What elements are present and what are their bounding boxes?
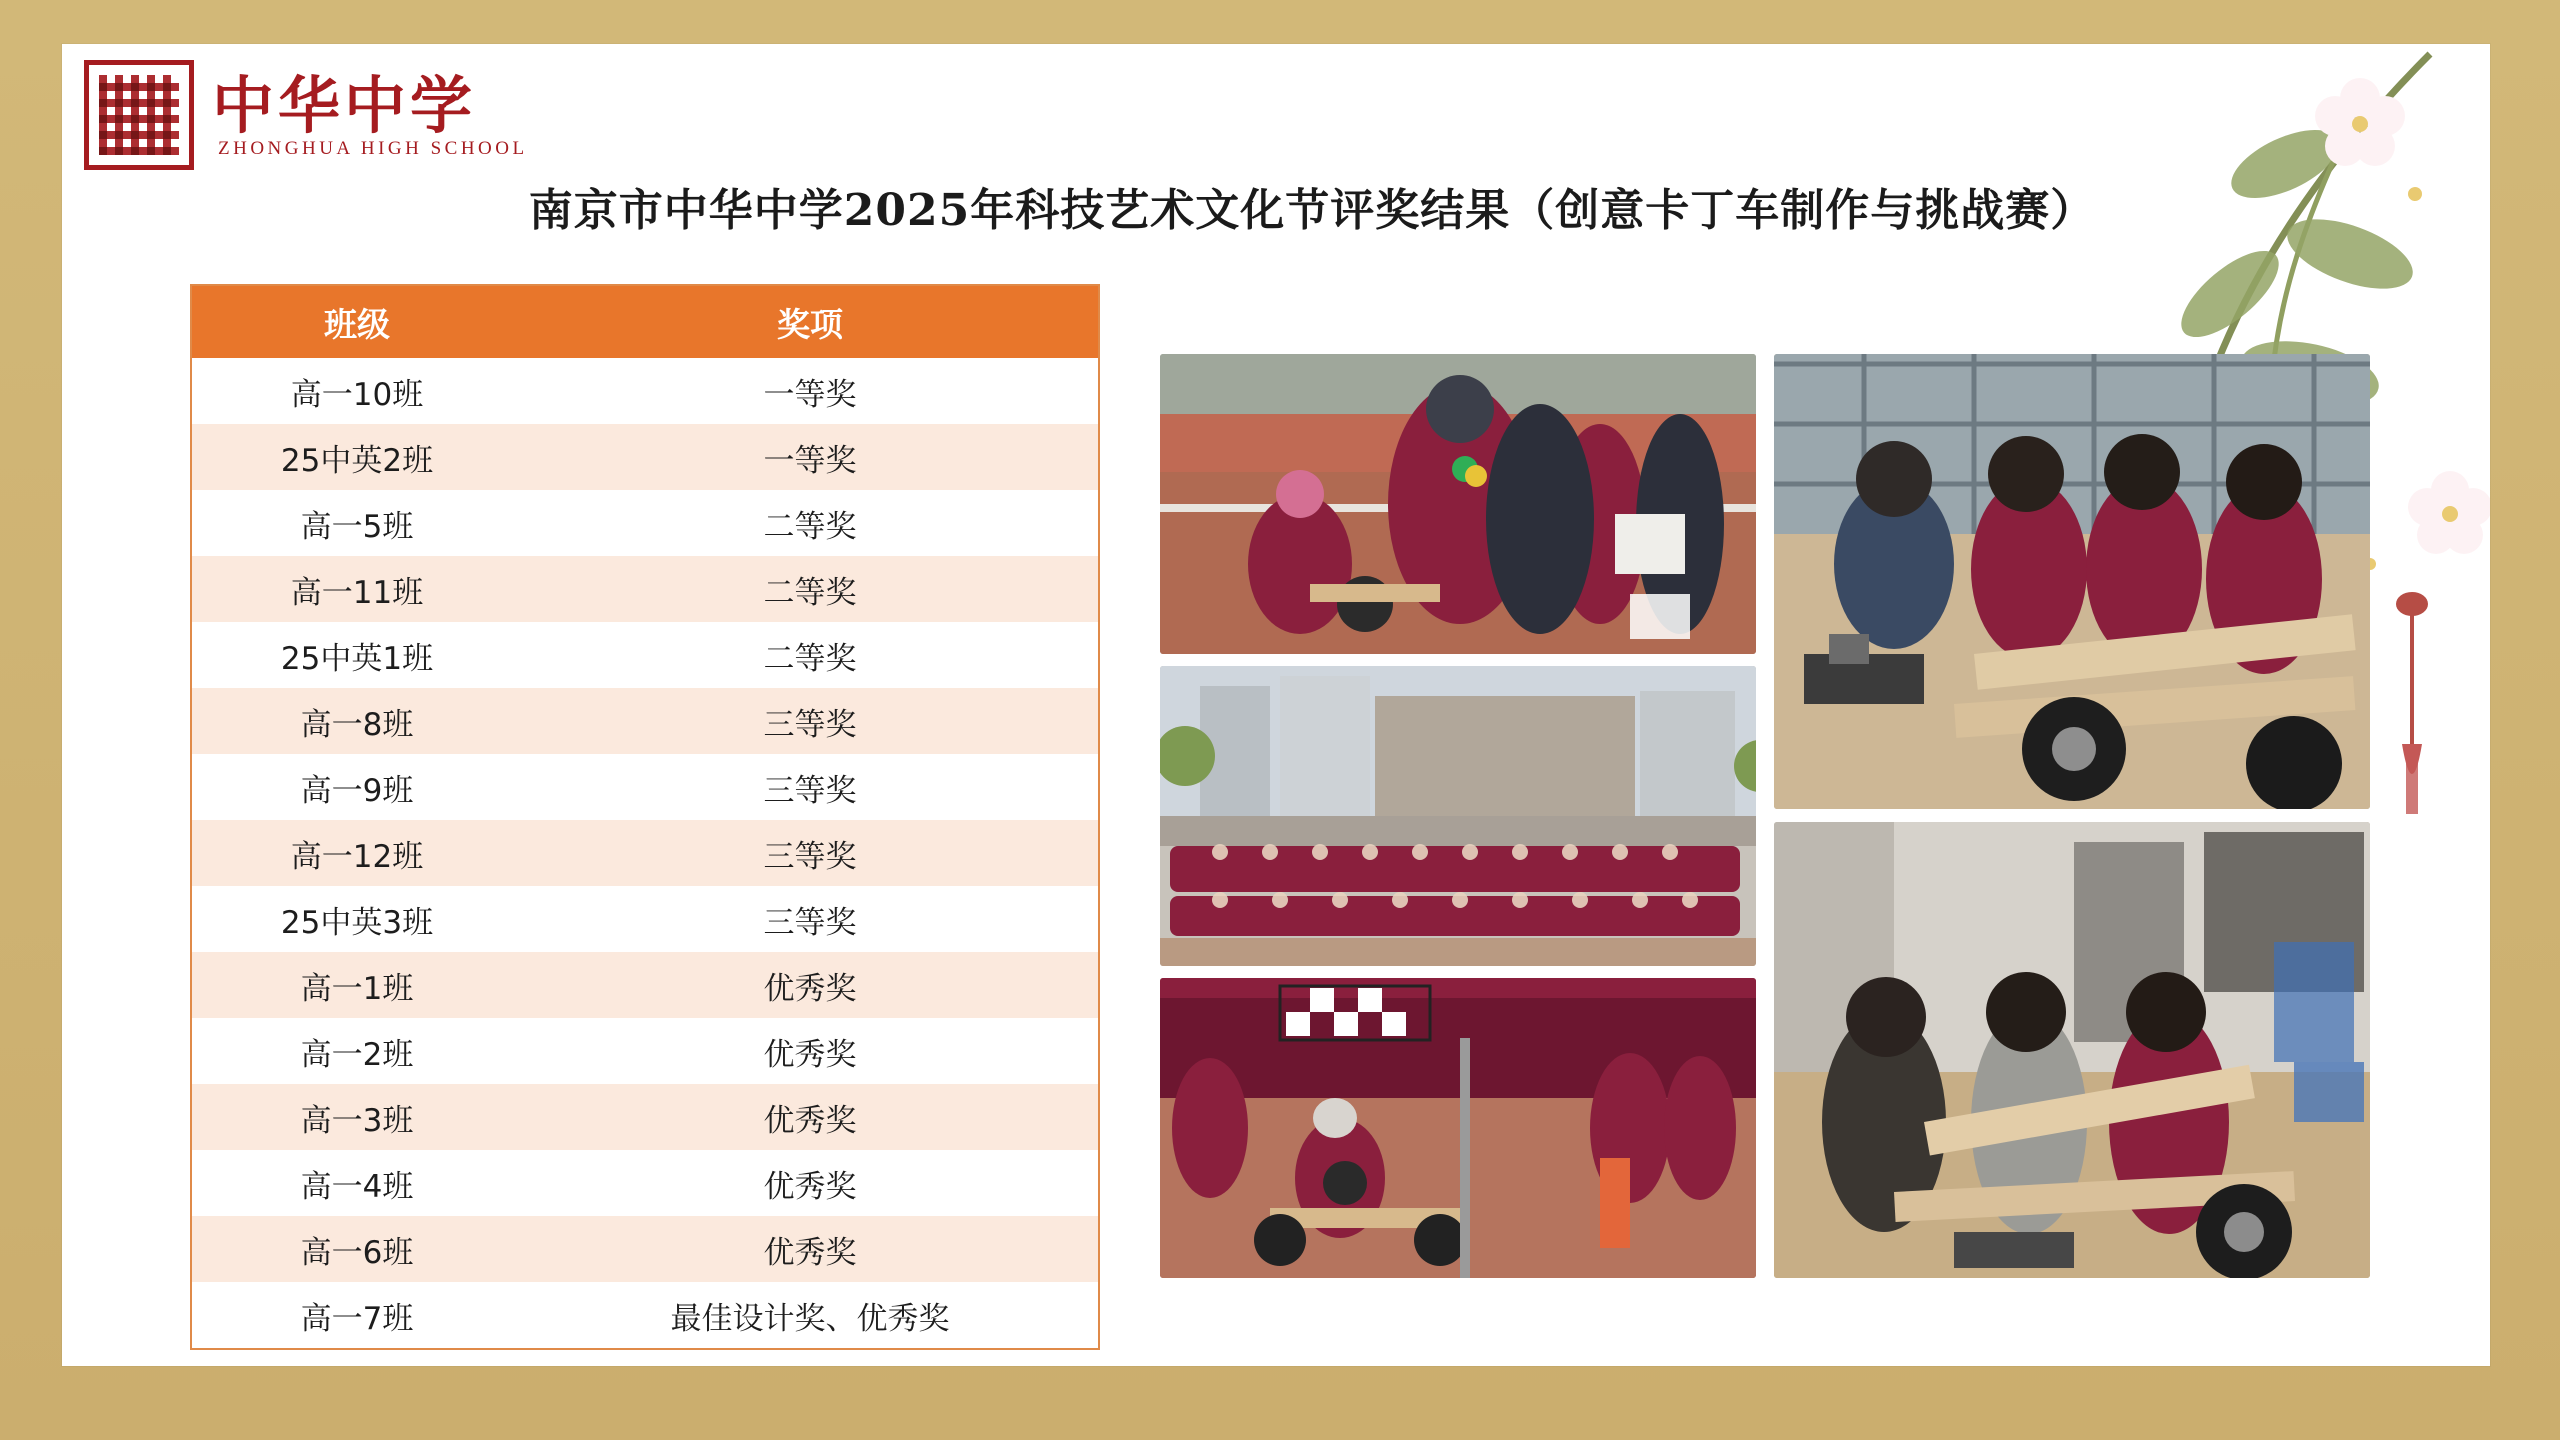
cell-class: 高一10班 xyxy=(290,376,424,413)
photo-kart-race-checkered-flag xyxy=(1160,978,1756,1278)
award-results-table xyxy=(190,284,1100,1350)
cell-class: 高一4班 xyxy=(300,1168,414,1205)
table-row xyxy=(192,1018,1098,1084)
cell-award: 二等奖 xyxy=(763,508,857,545)
table-row xyxy=(192,424,1098,490)
cell-class: 25中英2班 xyxy=(280,442,434,479)
school-logo xyxy=(72,50,528,190)
cell-class: 高一11班 xyxy=(290,574,424,611)
column-header-class: 班级 xyxy=(324,304,390,344)
cell-award: 三等奖 xyxy=(763,772,857,809)
table-header-row xyxy=(192,286,1098,358)
cell-class: 高一9班 xyxy=(300,772,414,809)
cell-class: 高一8班 xyxy=(300,706,414,743)
photo-group-photo-on-field xyxy=(1160,666,1756,966)
cell-award: 最佳设计奖、优秀奖 xyxy=(670,1300,950,1337)
cell-class: 高一6班 xyxy=(300,1234,414,1271)
cell-award: 一等奖 xyxy=(763,376,857,413)
cell-class: 高一7班 xyxy=(300,1300,414,1337)
cell-class: 25中英1班 xyxy=(280,640,434,677)
cell-award: 优秀奖 xyxy=(763,1234,857,1271)
cell-class: 高一3班 xyxy=(300,1102,414,1139)
cell-award: 优秀奖 xyxy=(763,1036,857,1073)
cell-award: 一等奖 xyxy=(763,442,857,479)
cell-award: 优秀奖 xyxy=(763,1102,857,1139)
table-row xyxy=(192,1282,1098,1348)
cell-award: 二等奖 xyxy=(763,640,857,677)
cell-class: 高一5班 xyxy=(300,508,414,545)
cell-award: 三等奖 xyxy=(763,706,857,743)
table-row xyxy=(192,1084,1098,1150)
school-name-chinese: 中华中学 xyxy=(212,69,477,142)
table-row xyxy=(192,886,1098,952)
table-row xyxy=(192,358,1098,424)
photo-gallery xyxy=(1160,354,2380,1274)
photo-students-with-kart-outdoor xyxy=(1160,354,1756,654)
cell-award: 优秀奖 xyxy=(763,1168,857,1205)
table-row xyxy=(192,1150,1098,1216)
table-row xyxy=(192,688,1098,754)
cell-class: 25中英3班 xyxy=(280,904,434,941)
cell-class: 高一12班 xyxy=(290,838,424,875)
table-row xyxy=(192,622,1098,688)
table-row xyxy=(192,820,1098,886)
cell-award: 二等奖 xyxy=(763,574,857,611)
column-header-award: 奖项 xyxy=(777,304,843,344)
table-row xyxy=(192,754,1098,820)
photo-students-building-kart-workshop xyxy=(1774,354,2370,809)
cell-award: 三等奖 xyxy=(763,838,857,875)
cell-class: 高一1班 xyxy=(300,970,414,1007)
cell-class: 高一2班 xyxy=(300,1036,414,1073)
school-name-english: ZHONGHUA HIGH SCHOOL xyxy=(218,138,528,159)
table-row xyxy=(192,1216,1098,1282)
table-row xyxy=(192,556,1098,622)
page-title: 南京市中华中学2025年科技艺术文化节评奖结果（创意卡丁车制作与挑战赛） xyxy=(528,185,2096,236)
school-seal-icon xyxy=(84,60,194,170)
slide-content-card xyxy=(62,44,2490,1366)
cell-award: 三等奖 xyxy=(763,904,857,941)
photo-teacher-and-students-assembling-frame xyxy=(1774,822,2370,1278)
table-row xyxy=(192,952,1098,1018)
cell-award: 优秀奖 xyxy=(763,970,857,1007)
table-row xyxy=(192,490,1098,556)
